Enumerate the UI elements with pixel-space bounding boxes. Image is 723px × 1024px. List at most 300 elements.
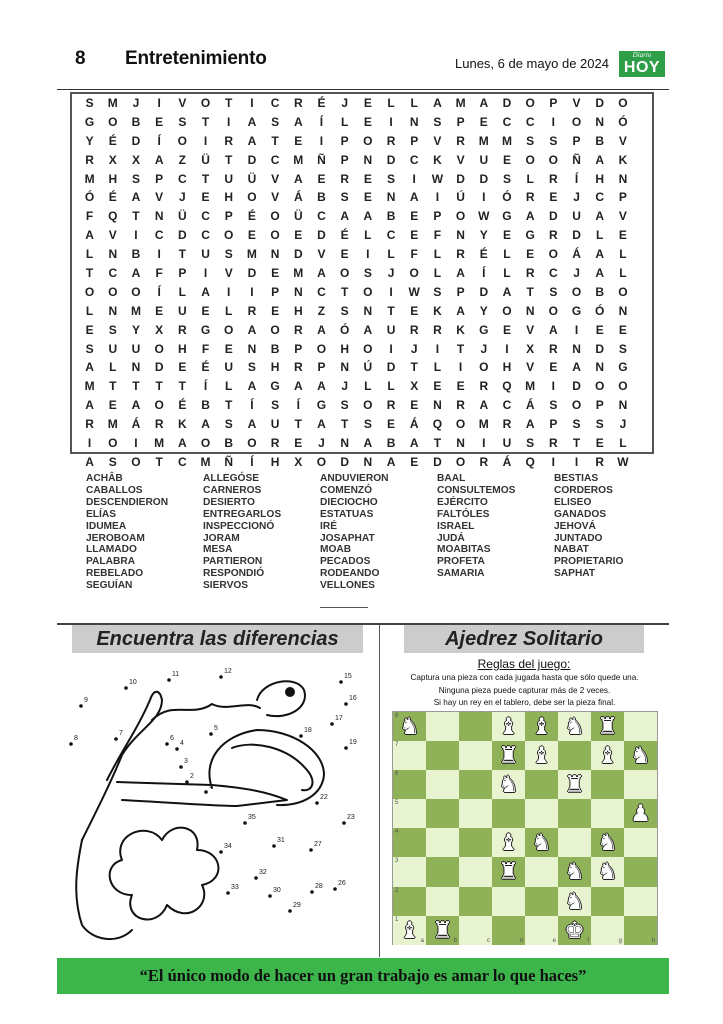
grid-letter[interactable]: Ó <box>339 322 350 337</box>
grid-letter[interactable]: N <box>108 303 118 318</box>
grid-letter[interactable]: É <box>108 190 117 205</box>
grid-letter[interactable]: P <box>595 398 604 413</box>
grid-letter[interactable]: D <box>293 247 303 262</box>
grid-letter[interactable]: A <box>247 322 257 337</box>
grid-letter[interactable]: R <box>154 417 164 432</box>
board-square[interactable] <box>393 916 426 945</box>
grid-letter[interactable]: A <box>131 398 141 413</box>
grid-letter[interactable]: A <box>247 114 257 129</box>
grid-letter[interactable]: R <box>85 417 94 432</box>
grid-letter[interactable]: A <box>549 322 558 337</box>
grid-letter[interactable]: É <box>108 133 117 148</box>
grid-letter[interactable]: Ó <box>595 303 605 318</box>
grid-letter[interactable]: N <box>340 436 349 451</box>
grid-letter[interactable]: F <box>433 228 442 243</box>
grid-letter[interactable]: E <box>456 379 465 394</box>
board-square[interactable] <box>459 770 492 799</box>
grid-letter[interactable]: E <box>410 454 419 469</box>
grid-letter[interactable]: S <box>363 417 372 432</box>
board-square[interactable] <box>426 770 459 799</box>
grid-letter[interactable]: L <box>225 379 233 394</box>
white-knight-icon[interactable]: ♞ <box>564 887 585 914</box>
grid-letter[interactable]: É <box>247 209 256 224</box>
grid-letter[interactable]: C <box>409 152 419 167</box>
grid-letter[interactable]: O <box>502 303 512 318</box>
grid-letter[interactable]: E <box>294 133 303 148</box>
grid-letter[interactable]: E <box>108 398 117 413</box>
white-rook-icon[interactable]: ♜ <box>597 713 618 739</box>
grid-letter[interactable]: A <box>409 436 419 451</box>
grid-letter[interactable]: O <box>108 284 118 299</box>
grid-letter[interactable]: L <box>387 379 395 394</box>
grid-letter[interactable]: Á <box>293 190 303 205</box>
grid-letter[interactable]: G <box>502 209 512 224</box>
board-square[interactable] <box>492 799 525 828</box>
grid-letter[interactable]: D <box>595 341 605 356</box>
grid-letter[interactable]: O <box>548 152 559 167</box>
grid-letter[interactable]: C <box>525 114 535 129</box>
grid-letter[interactable]: O <box>409 266 419 281</box>
grid-letter[interactable]: K <box>456 322 465 337</box>
grid-letter[interactable]: P <box>271 284 280 299</box>
grid-letter[interactable]: D <box>479 284 489 299</box>
grid-letter[interactable]: O <box>525 152 535 167</box>
grid-letter[interactable]: M <box>200 454 211 469</box>
grid-letter[interactable]: E <box>387 417 396 432</box>
grid-letter[interactable]: J <box>341 379 348 394</box>
grid-letter[interactable]: P <box>410 133 419 148</box>
grid-letter[interactable]: I <box>389 341 393 356</box>
grid-letter[interactable]: A <box>85 398 94 413</box>
grid-letter[interactable]: B <box>270 341 280 356</box>
grid-letter[interactable]: O <box>131 284 141 299</box>
grid-letter[interactable]: E <box>502 322 511 337</box>
grid-letter[interactable]: D <box>595 96 605 110</box>
grid-letter[interactable]: S <box>224 247 233 262</box>
board-square[interactable] <box>558 712 591 741</box>
grid-letter[interactable]: P <box>155 171 164 186</box>
grid-letter[interactable]: H <box>293 303 303 318</box>
grid-letter[interactable]: V <box>526 322 535 337</box>
grid-letter[interactable]: S <box>224 417 233 432</box>
grid-letter[interactable]: S <box>502 171 511 186</box>
grid-letter[interactable]: O <box>618 284 628 299</box>
grid-letter[interactable]: Y <box>479 303 488 318</box>
grid-letter[interactable]: D <box>317 228 326 243</box>
grid-letter[interactable]: I <box>319 133 324 148</box>
board-square[interactable] <box>525 916 558 945</box>
grid-letter[interactable]: D <box>386 152 396 167</box>
grid-letter[interactable]: V <box>317 247 326 262</box>
grid-letter[interactable]: L <box>619 436 627 451</box>
white-rook-icon[interactable]: ♜ <box>498 742 519 769</box>
grid-letter[interactable]: O <box>84 284 95 299</box>
grid-letter[interactable]: R <box>386 398 396 413</box>
grid-letter[interactable]: É <box>479 247 488 262</box>
grid-letter[interactable]: R <box>270 436 280 451</box>
grid-letter[interactable]: H <box>502 360 512 375</box>
grid-letter[interactable]: D <box>572 379 581 394</box>
grid-letter[interactable]: M <box>293 266 304 281</box>
grid-letter[interactable]: N <box>340 360 349 375</box>
grid-letter[interactable]: Á <box>131 417 141 432</box>
board-square[interactable] <box>492 857 525 886</box>
grid-letter[interactable]: F <box>410 247 418 262</box>
board-square[interactable] <box>591 741 624 770</box>
grid-letter[interactable]: V <box>456 152 465 167</box>
grid-letter[interactable]: A <box>409 190 419 205</box>
grid-letter[interactable]: G <box>84 114 95 129</box>
grid-letter[interactable]: I <box>157 247 161 262</box>
grid-letter[interactable]: R <box>340 171 349 186</box>
grid-letter[interactable]: A <box>572 360 581 375</box>
grid-letter[interactable]: A <box>433 96 442 110</box>
grid-letter[interactable]: Í <box>250 398 254 413</box>
grid-letter[interactable]: K <box>433 303 442 318</box>
grid-letter[interactable]: D <box>154 360 164 375</box>
white-knight-icon[interactable]: ♞ <box>498 771 519 798</box>
grid-letter[interactable]: A <box>595 247 605 262</box>
white-bishop-icon[interactable]: ♝ <box>498 829 519 856</box>
grid-letter[interactable]: C <box>178 171 187 186</box>
grid-letter[interactable]: N <box>433 398 442 413</box>
grid-letter[interactable]: E <box>271 266 280 281</box>
grid-letter[interactable]: O <box>618 379 628 394</box>
grid-letter[interactable]: O <box>363 284 373 299</box>
grid-letter[interactable]: A <box>131 266 141 281</box>
grid-letter[interactable]: N <box>363 152 373 167</box>
grid-letter[interactable]: V <box>618 133 627 148</box>
grid-letter[interactable]: Q <box>108 209 118 224</box>
grid-letter[interactable]: B <box>131 247 141 262</box>
board-square[interactable] <box>558 887 591 916</box>
grid-letter[interactable]: X <box>294 454 303 469</box>
grid-letter[interactable]: O <box>108 114 118 129</box>
grid-letter[interactable]: V <box>108 228 117 243</box>
grid-letter[interactable]: H <box>595 171 605 186</box>
grid-letter[interactable]: W <box>408 284 420 299</box>
grid-letter[interactable]: D <box>131 133 141 148</box>
grid-letter[interactable]: J <box>318 436 325 451</box>
board-square[interactable] <box>624 857 657 886</box>
grid-letter[interactable]: D <box>340 454 349 469</box>
grid-letter[interactable]: C <box>317 284 326 299</box>
white-knight-icon[interactable]: ♞ <box>630 742 651 769</box>
grid-letter[interactable]: S <box>85 96 94 110</box>
grid-letter[interactable]: S <box>178 114 187 129</box>
grid-letter[interactable]: R <box>293 322 303 337</box>
grid-letter[interactable]: I <box>134 228 138 243</box>
grid-letter[interactable]: Á <box>409 417 419 432</box>
board-square[interactable] <box>426 857 459 886</box>
grid-letter[interactable]: T <box>109 379 117 394</box>
grid-letter[interactable]: Q <box>432 417 443 432</box>
grid-letter[interactable]: N <box>131 360 141 375</box>
grid-letter[interactable]: O <box>154 398 164 413</box>
grid-letter[interactable]: I <box>505 341 509 356</box>
grid-letter[interactable]: H <box>178 341 187 356</box>
grid-letter[interactable]: C <box>270 152 280 167</box>
grid-letter[interactable]: Í <box>482 266 486 281</box>
grid-letter[interactable]: C <box>108 266 118 281</box>
grid-letter[interactable]: C <box>178 454 187 469</box>
grid-letter[interactable]: P <box>572 133 581 148</box>
white-rook-icon[interactable]: ♜ <box>432 916 453 943</box>
grid-letter[interactable]: G <box>525 228 535 243</box>
grid-letter[interactable]: U <box>270 417 280 432</box>
board-square[interactable] <box>426 799 459 828</box>
grid-letter[interactable]: E <box>549 190 558 205</box>
grid-letter[interactable]: T <box>340 284 349 299</box>
grid-letter[interactable]: O <box>316 341 327 356</box>
grid-letter[interactable]: O <box>200 436 211 451</box>
grid-letter[interactable]: R <box>479 454 489 469</box>
grid-letter[interactable]: E <box>340 247 349 262</box>
grid-letter[interactable]: S <box>595 417 604 432</box>
grid-letter[interactable]: V <box>224 266 233 281</box>
grid-letter[interactable]: L <box>410 96 418 110</box>
grid-letter[interactable]: Ü <box>247 171 257 186</box>
white-knight-icon[interactable]: ♞ <box>564 713 585 739</box>
board-square[interactable] <box>492 916 525 945</box>
grid-letter[interactable]: I <box>203 133 208 148</box>
grid-letter[interactable]: J <box>132 96 140 110</box>
grid-letter[interactable]: U <box>386 322 396 337</box>
grid-letter[interactable]: Ñ <box>572 152 581 167</box>
grid-letter[interactable]: E <box>595 322 604 337</box>
grid-letter[interactable]: W <box>431 171 444 186</box>
grid-letter[interactable]: A <box>456 303 465 318</box>
grid-letter[interactable]: C <box>502 398 512 413</box>
grid-letter[interactable]: L <box>387 247 395 262</box>
grid-letter[interactable]: O <box>200 96 211 110</box>
grid-letter[interactable]: Ñ <box>317 152 326 167</box>
grid-letter[interactable]: A <box>525 417 535 432</box>
grid-letter[interactable]: L <box>178 284 187 299</box>
grid-letter[interactable]: S <box>549 133 558 148</box>
grid-letter[interactable]: E <box>317 171 326 186</box>
board-square[interactable] <box>426 887 459 916</box>
grid-letter[interactable]: S <box>85 341 94 356</box>
grid-letter[interactable]: T <box>526 284 534 299</box>
grid-letter[interactable]: N <box>409 114 419 129</box>
grid-letter[interactable]: O <box>224 228 234 243</box>
grid-letter[interactable]: E <box>410 228 419 243</box>
board-square[interactable] <box>393 828 426 857</box>
grid-letter[interactable]: E <box>201 190 210 205</box>
grid-letter[interactable]: N <box>456 436 465 451</box>
grid-letter[interactable]: R <box>433 322 442 337</box>
grid-letter[interactable]: M <box>478 417 489 432</box>
grid-letter[interactable]: D <box>386 360 396 375</box>
grid-letter[interactable]: Y <box>479 228 488 243</box>
grid-letter[interactable]: P <box>340 152 349 167</box>
grid-letter[interactable]: E <box>247 228 256 243</box>
grid-letter[interactable]: L <box>340 114 349 129</box>
grid-letter[interactable]: M <box>525 379 536 394</box>
grid-letter[interactable]: T <box>340 417 349 432</box>
grid-letter[interactable]: O <box>525 96 535 110</box>
grid-letter[interactable]: O <box>247 190 257 205</box>
grid-letter[interactable]: M <box>455 96 466 110</box>
grid-letter[interactable]: L <box>503 247 511 262</box>
grid-letter[interactable]: Í <box>574 171 579 186</box>
grid-letter[interactable]: T <box>225 398 233 413</box>
grid-letter[interactable]: R <box>409 322 419 337</box>
grid-letter[interactable]: T <box>294 417 302 432</box>
grid-letter[interactable]: J <box>573 266 580 281</box>
grid-letter[interactable]: E <box>526 247 535 262</box>
grid-letter[interactable]: C <box>201 209 210 224</box>
grid-letter[interactable]: D <box>572 228 581 243</box>
grid-letter[interactable]: J <box>573 190 580 205</box>
grid-letter[interactable]: R <box>525 190 535 205</box>
grid-letter[interactable]: N <box>595 360 605 375</box>
grid-letter[interactable]: B <box>386 436 396 451</box>
grid-letter[interactable]: O <box>154 341 164 356</box>
grid-letter[interactable]: Q <box>525 454 535 469</box>
grid-letter[interactable]: I <box>203 266 208 281</box>
grid-letter[interactable]: G <box>270 379 280 394</box>
grid-letter[interactable]: X <box>526 341 535 356</box>
board-square[interactable] <box>459 799 492 828</box>
grid-letter[interactable]: A <box>154 152 164 167</box>
board-square[interactable] <box>591 828 624 857</box>
grid-letter[interactable]: A <box>131 190 141 205</box>
grid-letter[interactable]: V <box>178 96 187 110</box>
grid-letter[interactable]: T <box>271 133 279 148</box>
grid-letter[interactable]: R <box>85 152 94 167</box>
grid-letter[interactable]: E <box>618 322 627 337</box>
grid-letter[interactable]: Z <box>317 303 326 318</box>
grid-letter[interactable]: D <box>433 454 442 469</box>
grid-letter[interactable]: T <box>387 303 395 318</box>
grid-letter[interactable]: É <box>317 96 326 110</box>
grid-letter[interactable]: N <box>618 171 628 186</box>
grid-letter[interactable]: S <box>549 398 558 413</box>
grid-letter[interactable]: E <box>201 303 210 318</box>
grid-letter[interactable]: T <box>155 379 163 394</box>
grid-letter[interactable]: D <box>502 96 512 110</box>
board-square[interactable] <box>492 741 525 770</box>
grid-letter[interactable]: V <box>572 96 581 110</box>
grid-letter[interactable]: N <box>572 341 581 356</box>
grid-letter[interactable]: A <box>201 417 210 432</box>
grid-letter[interactable]: É <box>340 228 349 243</box>
board-square[interactable] <box>558 770 591 799</box>
grid-letter[interactable]: A <box>386 454 396 469</box>
grid-letter[interactable]: V <box>618 209 627 224</box>
board-square[interactable] <box>492 770 525 799</box>
grid-letter[interactable]: E <box>363 190 372 205</box>
board-square[interactable] <box>393 770 426 799</box>
grid-letter[interactable]: A <box>363 436 373 451</box>
grid-letter[interactable]: S <box>387 171 396 186</box>
board-square[interactable] <box>525 770 558 799</box>
grid-letter[interactable]: P <box>317 360 326 375</box>
white-rook-icon[interactable]: ♜ <box>498 858 519 885</box>
grid-letter[interactable]: M <box>107 96 118 110</box>
board-square[interactable] <box>525 741 558 770</box>
board-square[interactable] <box>459 887 492 916</box>
grid-letter[interactable]: R <box>549 436 558 451</box>
grid-letter[interactable]: R <box>456 398 465 413</box>
grid-letter[interactable]: A <box>85 360 94 375</box>
grid-letter[interactable]: S <box>340 303 349 318</box>
board-square[interactable] <box>492 828 525 857</box>
grid-letter[interactable]: E <box>410 303 419 318</box>
grid-letter[interactable]: T <box>132 209 140 224</box>
grid-letter[interactable]: R <box>549 341 558 356</box>
grid-letter[interactable]: L <box>387 96 395 110</box>
grid-letter[interactable]: E <box>618 228 627 243</box>
grid-letter[interactable]: F <box>201 341 210 356</box>
grid-letter[interactable]: D <box>178 228 187 243</box>
grid-letter[interactable]: O <box>363 341 373 356</box>
grid-letter[interactable]: O <box>455 417 466 432</box>
grid-letter[interactable]: C <box>549 266 558 281</box>
grid-letter[interactable]: Á <box>572 247 581 262</box>
grid-letter[interactable]: U <box>178 303 187 318</box>
grid-letter[interactable]: O <box>270 322 280 337</box>
grid-letter[interactable]: Í <box>157 284 161 299</box>
grid-letter[interactable]: M <box>154 436 165 451</box>
board-square[interactable] <box>492 712 525 741</box>
grid-letter[interactable]: A <box>247 133 257 148</box>
board-square[interactable] <box>624 887 657 916</box>
grid-letter[interactable]: R <box>224 133 234 148</box>
board-square[interactable] <box>459 828 492 857</box>
grid-letter[interactable]: O <box>270 228 280 243</box>
grid-letter[interactable]: O <box>108 436 118 451</box>
board-square[interactable] <box>393 799 426 828</box>
grid-letter[interactable]: N <box>363 454 373 469</box>
white-bishop-icon[interactable]: ♝ <box>531 713 552 739</box>
grid-letter[interactable]: C <box>502 114 512 129</box>
grid-letter[interactable]: S <box>247 360 256 375</box>
grid-letter[interactable]: M <box>501 133 512 148</box>
grid-letter[interactable]: I <box>574 322 579 337</box>
grid-letter[interactable]: R <box>293 360 303 375</box>
grid-letter[interactable]: L <box>433 266 442 281</box>
grid-letter[interactable]: L <box>225 303 233 318</box>
grid-letter[interactable]: M <box>84 171 95 186</box>
grid-letter[interactable]: N <box>525 303 535 318</box>
grid-letter[interactable]: E <box>502 228 511 243</box>
grid-letter[interactable]: I <box>134 436 138 451</box>
board-square[interactable] <box>624 828 657 857</box>
grid-letter[interactable]: O <box>548 247 559 262</box>
grid-letter[interactable]: A <box>479 96 489 110</box>
grid-letter[interactable]: R <box>549 228 558 243</box>
grid-letter[interactable]: T <box>155 454 163 469</box>
grid-letter[interactable]: P <box>456 284 465 299</box>
board-square[interactable] <box>459 741 492 770</box>
board-square[interactable] <box>459 712 492 741</box>
grid-letter[interactable]: I <box>458 360 463 375</box>
grid-letter[interactable]: I <box>435 341 440 356</box>
grid-letter[interactable]: D <box>456 171 465 186</box>
grid-letter[interactable]: L <box>109 360 117 375</box>
grid-letter[interactable]: T <box>225 152 233 167</box>
grid-letter[interactable]: É <box>201 360 210 375</box>
grid-letter[interactable]: I <box>551 454 556 469</box>
grid-letter[interactable]: C <box>317 209 326 224</box>
grid-letter[interactable]: O <box>224 322 234 337</box>
grid-letter[interactable]: L <box>619 247 627 262</box>
grid-letter[interactable]: X <box>410 379 419 394</box>
grid-letter[interactable]: A <box>293 379 303 394</box>
